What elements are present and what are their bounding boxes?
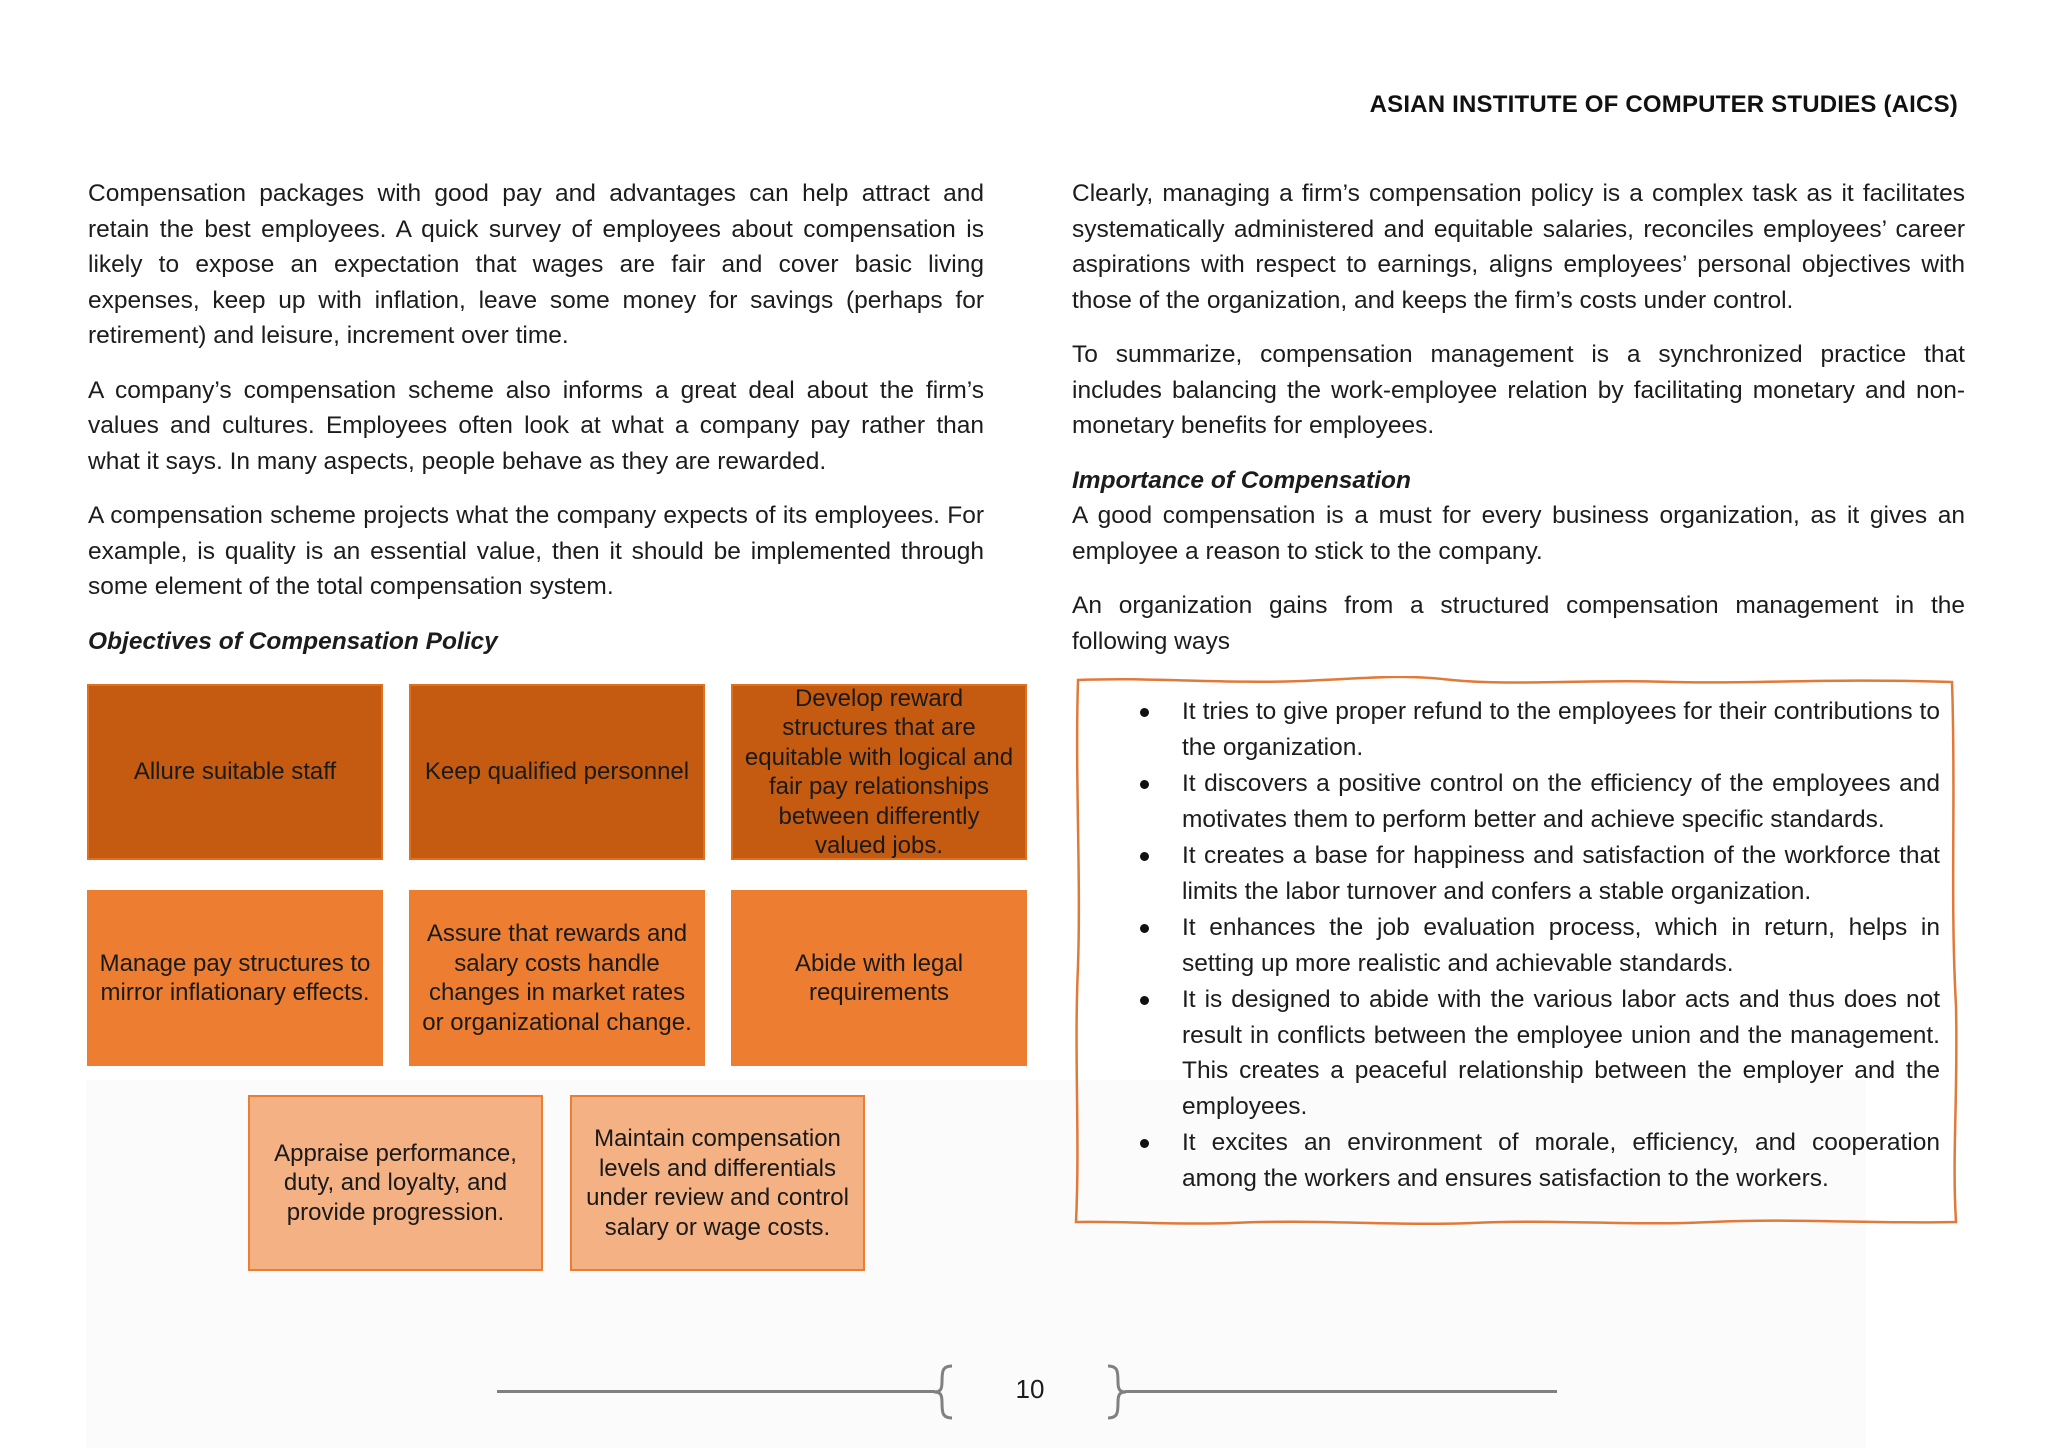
- objective-box: Maintain compensation levels and differentials under review and control salary or wage costs.: [570, 1095, 865, 1271]
- list-item: It is designed to abide with the various labor acts and thus does not result in conflicts between the employee union and the management. This creates a peaceful relationship between the employer and the employees.: [1140, 982, 1940, 1124]
- footer-rule-left: [497, 1390, 935, 1393]
- paragraph: A company’s compensation scheme also informs a great deal about the firm’s values and cultures. Employees often look at what a company pay rather than what it says. In many aspects, people behave as they are rewarded.: [88, 376, 984, 475]
- section-heading-importance: Importance of Compensation: [1072, 466, 1411, 494]
- list-item: It tries to give proper refund to the employees for their contributions to the organization.: [1140, 694, 1940, 765]
- benefits-list: [1140, 694, 1940, 1197]
- bullet-icon: [1140, 780, 1149, 789]
- paragraph: Compensation packages with good pay and advantages can help attract and retain the best employees. A quick survey of employees about compensation is likely to expose an expectation that wages are fair and cover basic living expenses, keep up with inflation, leave some money for savings (perhaps for retirement) and leisure, increment over time.: [88, 180, 984, 349]
- objective-box: Manage pay structures to mirror inflationary effects.: [87, 890, 383, 1066]
- paragraph: An organization gains from a structured compensation management in the following ways: [1072, 592, 1965, 655]
- list-item: It discovers a positive control on the efficiency of the employees and motivates them to perform better and achieve specific standards.: [1140, 766, 1940, 837]
- bullet-icon: [1140, 1139, 1149, 1148]
- objective-box: Appraise performance, duty, and loyalty, and provide progression.: [248, 1095, 543, 1271]
- bullet-icon: [1140, 708, 1149, 717]
- list-item: It enhances the job evaluation process, which in return, helps in setting up more realistic and achievable standards.: [1140, 910, 1940, 981]
- footer-rule-right: [1125, 1390, 1557, 1393]
- objective-box: Develop reward structures that are equitable with logical and fair pay relationships between differently valued jobs.: [731, 684, 1027, 860]
- right-column: [1072, 176, 1965, 678]
- paragraph: A compensation scheme projects what the company expects of its employees. For example, is quality is an essential value, then it should be implemented through some element of the total compensation system.: [88, 502, 984, 600]
- page-number: 10: [1015, 1374, 1045, 1404]
- left-column: [88, 176, 984, 659]
- objective-box: Assure that rewards and salary costs handle changes in market rates or organizational change.: [409, 890, 705, 1066]
- paragraph: Clearly, managing a firm’s compensation policy is a complex task as it facilitates systematically administered and equitable salaries, reconciles employees’ career aspirations with respect to earnings, aligns employees’ personal objectives with those of the organization, and keeps the firm’s costs under control.: [1072, 180, 1965, 314]
- document-header: ASIAN INSTITUTE OF COMPUTER STUDIES (AICS): [1369, 91, 1958, 118]
- objective-box: Allure suitable staff: [87, 684, 383, 860]
- objective-box: Abide with legal requirements: [731, 890, 1027, 1066]
- bullet-icon: [1140, 996, 1149, 1005]
- paragraph: To summarize, compensation management is a synchronized practice that includes balancing the work-employee relation by facilitating monetary and non-monetary benefits for employees.: [1072, 341, 1965, 439]
- list-item: It creates a base for happiness and satisfaction of the workforce that limits the labor turnover and confers a stable organization.: [1140, 838, 1940, 909]
- section-heading-objectives: Objectives of Compensation Policy: [88, 627, 498, 655]
- bullet-icon: [1140, 924, 1149, 933]
- list-item: It excites an environment of morale, efficiency, and cooperation among the workers and ensures satisfaction to the workers.: [1140, 1125, 1940, 1196]
- bullet-icon: [1140, 852, 1149, 861]
- left-brace-icon: [932, 1364, 956, 1420]
- objective-box: Keep qualified personnel: [409, 684, 705, 860]
- paragraph: A good compensation is a must for every business organization, as it gives an employee a reason to stick to the company.: [1072, 502, 1965, 565]
